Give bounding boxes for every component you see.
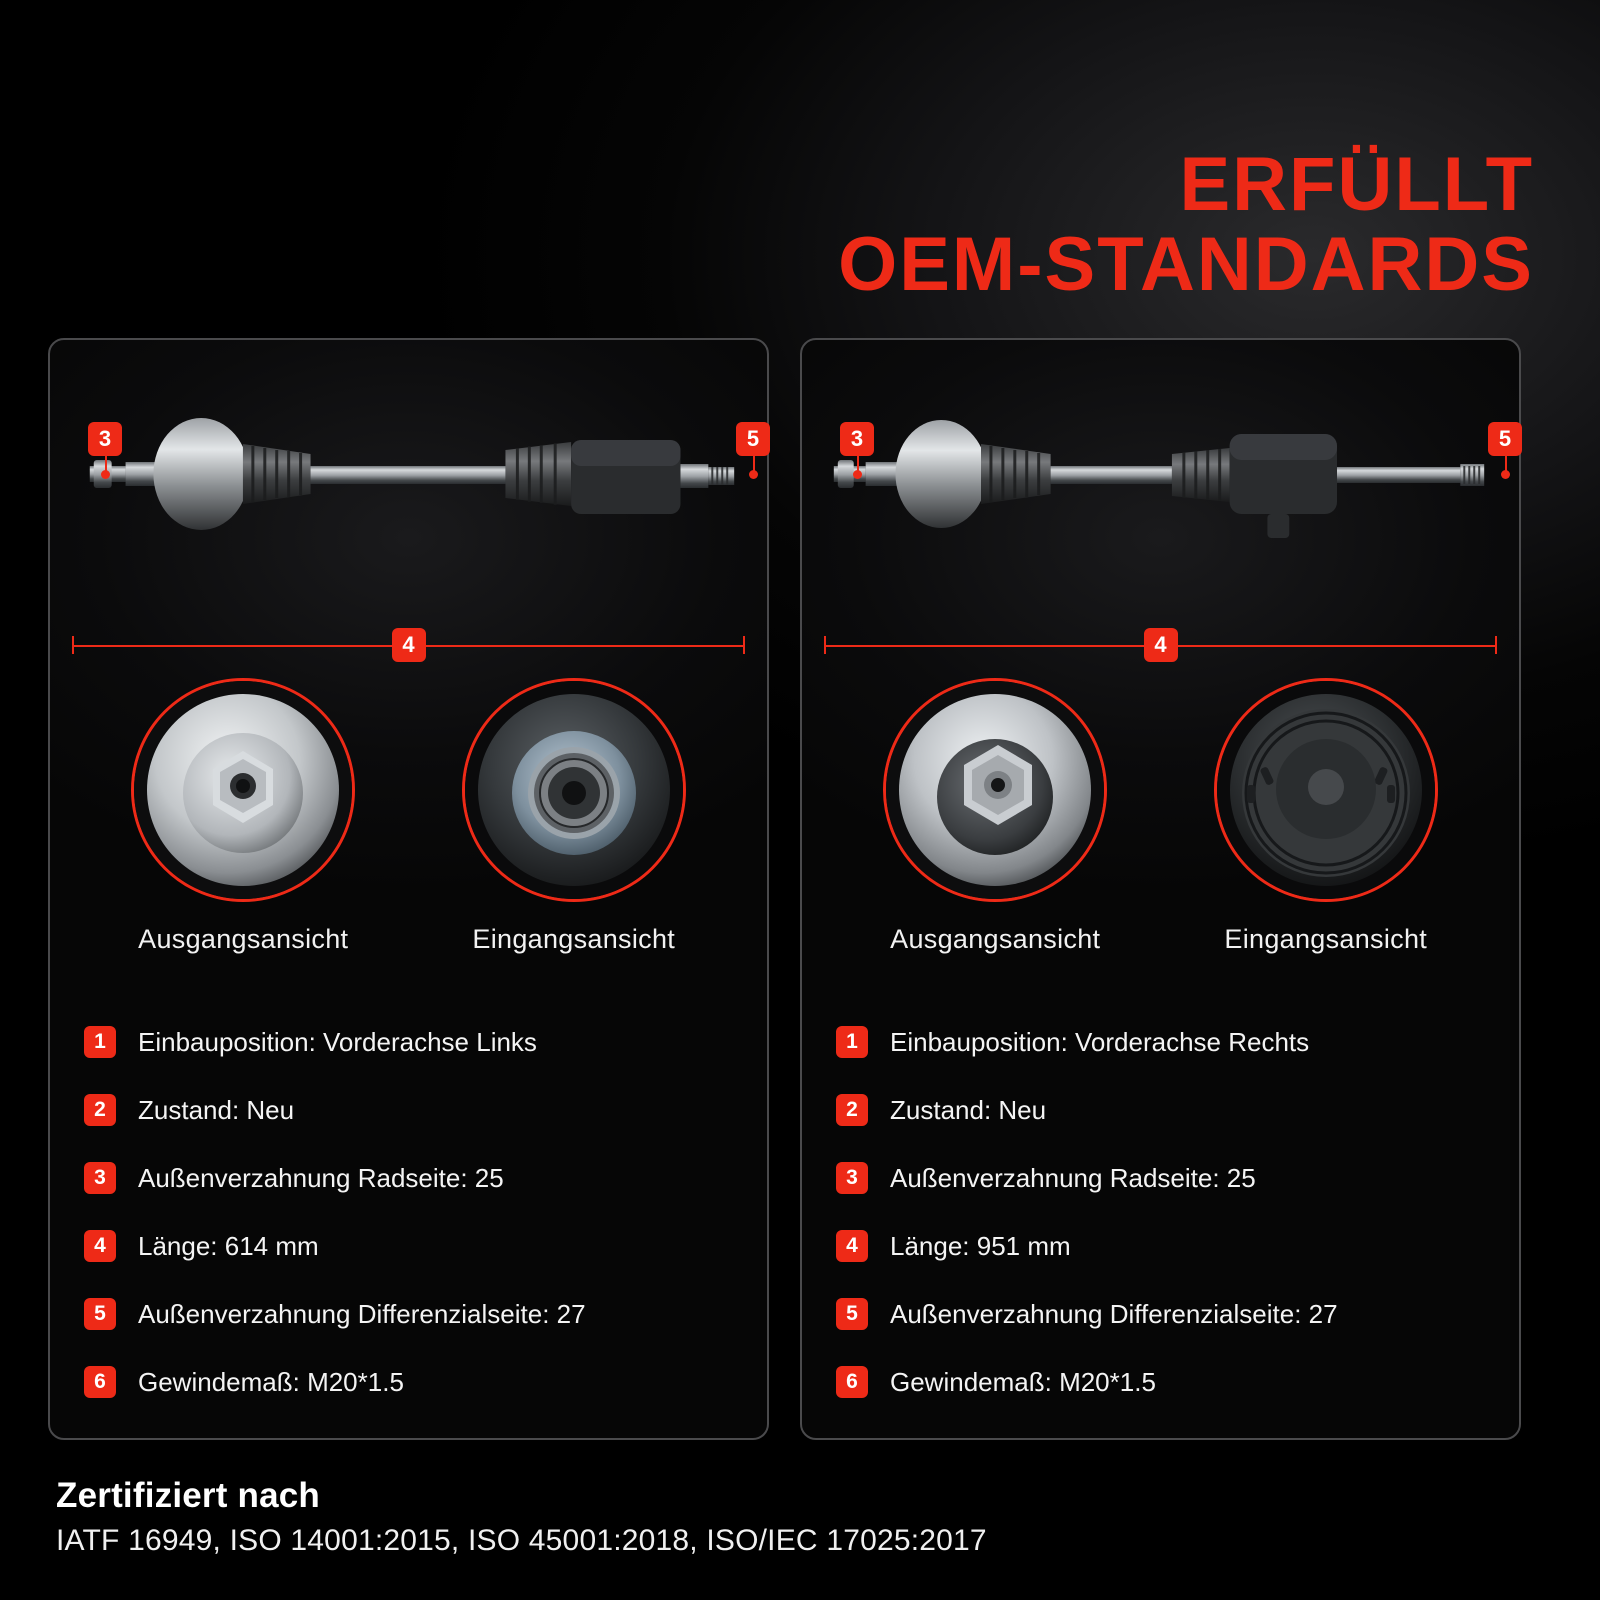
driveshaft-image-right <box>802 370 1519 638</box>
spec-row <box>84 1076 745 1144</box>
output-view-label-right: Ausgangsansicht <box>890 924 1101 954</box>
spec-row <box>84 1144 745 1212</box>
spec-number: 3 <box>836 1162 868 1194</box>
end-views-right <box>830 678 1491 978</box>
input-view-label-left: Eingangsansicht <box>472 924 676 954</box>
spec-list-left <box>84 1008 745 1416</box>
input-view-right <box>1176 678 1476 955</box>
driveshaft-illustration-left <box>50 370 767 638</box>
spec-number: 6 <box>84 1366 116 1398</box>
marker-5-right: 5 <box>1488 422 1522 456</box>
output-view-svg-right <box>886 681 1104 899</box>
spec-row <box>84 1212 745 1280</box>
input-view-svg-right <box>1217 681 1435 899</box>
headline <box>838 142 1534 308</box>
driveshaft-image-left <box>50 370 767 638</box>
spec-text: Länge: 951 mm <box>890 1230 1071 1261</box>
spec-list-right <box>836 1008 1497 1416</box>
spec-text: Einbauposition: Vorderachse Rechts <box>890 1026 1310 1057</box>
output-view-right <box>845 678 1145 955</box>
marker-3-dot-left <box>101 470 110 479</box>
spec-number: 5 <box>84 1298 116 1330</box>
length-cap-start-left <box>72 636 74 654</box>
marker-4-left: 4 <box>392 628 426 662</box>
spec-number: 3 <box>84 1162 116 1194</box>
spec-text: Länge: 614 mm <box>138 1230 319 1261</box>
length-cap-end-right <box>1495 636 1497 654</box>
headline-line-1: ERFÜLLT <box>1179 142 1534 227</box>
output-view-image-left <box>131 678 355 902</box>
input-view-svg-left <box>465 681 683 899</box>
marker-3-dot-right <box>853 470 862 479</box>
output-view-svg-left <box>134 681 352 899</box>
spec-row <box>84 1348 745 1416</box>
end-views-left <box>78 678 739 978</box>
spec-number: 4 <box>84 1230 116 1262</box>
input-view-image-right <box>1214 678 1438 902</box>
product-panel-left <box>48 338 769 1440</box>
spec-text: Außenverzahnung Radseite: 25 <box>890 1162 1256 1193</box>
spec-text: Zustand: Neu <box>138 1094 295 1125</box>
certification-footer <box>56 1476 987 1558</box>
spec-number: 1 <box>836 1026 868 1058</box>
spec-row <box>84 1008 745 1076</box>
spec-text: Gewindemaß: M20*1.5 <box>890 1366 1156 1397</box>
spec-row <box>836 1212 1497 1280</box>
spec-number: 5 <box>836 1298 868 1330</box>
length-cap-end-left <box>743 636 745 654</box>
spec-row <box>836 1348 1497 1416</box>
marker-3-left: 3 <box>88 422 122 456</box>
marker-4-right: 4 <box>1144 628 1178 662</box>
output-view-image-right <box>883 678 1107 902</box>
spec-text: Außenverzahnung Radseite: 25 <box>138 1162 504 1193</box>
spec-row <box>836 1280 1497 1348</box>
spec-text: Außenverzahnung Differenzialseite: 27 <box>138 1298 586 1329</box>
output-view-label-left: Ausgangsansicht <box>138 924 349 954</box>
marker-3-right: 3 <box>840 422 874 456</box>
spec-row <box>836 1144 1497 1212</box>
spec-number: 4 <box>836 1230 868 1262</box>
certification-list: IATF 16949, ISO 14001:2015, ISO 45001:2018, ISO/IEC 17025:2017 <box>56 1524 987 1557</box>
length-dimension-right <box>824 628 1497 662</box>
input-view-label-right: Eingangsansicht <box>1224 924 1428 954</box>
spec-row <box>84 1280 745 1348</box>
spec-text: Gewindemaß: M20*1.5 <box>138 1366 404 1397</box>
length-dimension-left <box>72 628 745 662</box>
marker-5-left: 5 <box>736 422 770 456</box>
spec-row <box>836 1008 1497 1076</box>
driveshaft-illustration-right <box>802 370 1519 638</box>
certification-title: Zertifiziert nach <box>56 1476 321 1515</box>
spec-number: 2 <box>836 1094 868 1126</box>
spec-number: 2 <box>84 1094 116 1126</box>
product-panel-right <box>800 338 1521 1440</box>
input-view-image-left <box>462 678 686 902</box>
spec-text: Einbauposition: Vorderachse Links <box>138 1026 537 1057</box>
spec-row <box>836 1076 1497 1144</box>
marker-5-dot-left <box>749 470 758 479</box>
spec-text: Außenverzahnung Differenzialseite: 27 <box>890 1298 1338 1329</box>
marker-5-dot-right <box>1501 470 1510 479</box>
spec-number: 1 <box>84 1026 116 1058</box>
input-view-left <box>424 678 724 955</box>
output-view-left <box>93 678 393 955</box>
spec-number: 6 <box>836 1366 868 1398</box>
headline-line-2: OEM-STANDARDS <box>838 222 1534 308</box>
spec-text: Zustand: Neu <box>890 1094 1047 1125</box>
length-cap-start-right <box>824 636 826 654</box>
